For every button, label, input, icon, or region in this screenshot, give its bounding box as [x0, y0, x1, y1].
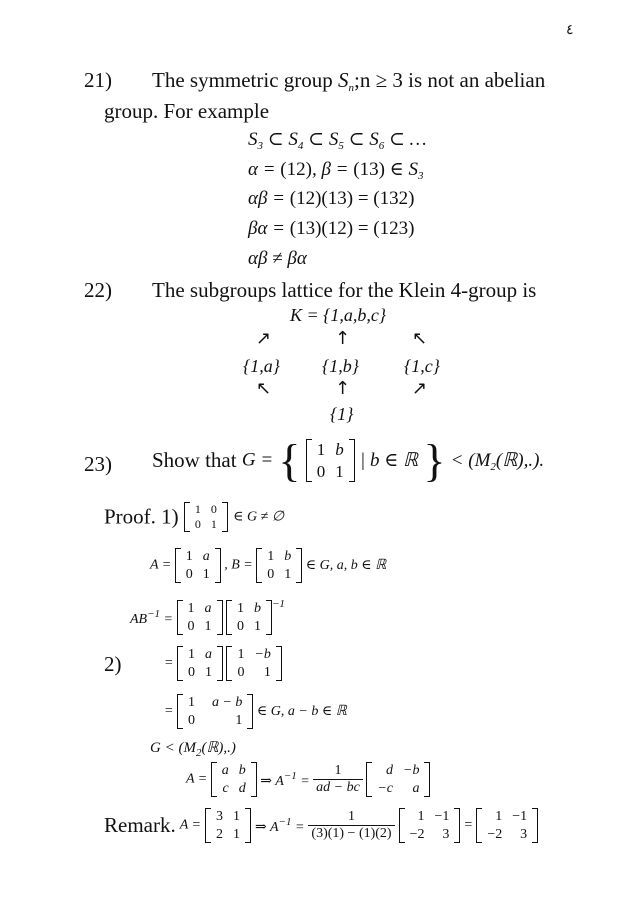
equation-step2-product: = 1 a 0 1 1 −b 0 1 — [164, 646, 282, 681]
item-22-number: 22) — [84, 278, 112, 302]
equation-AB-inverse: $AB^{-1}$ = 1 a 0 1 1 b 0 1 $^{-1}$ — [130, 598, 285, 634]
arrow-ne-icon: ↗ — [412, 378, 428, 399]
equation-step2-result: = 1 a − b 0 1 ∈ G, a − b ∈ ℝ — [164, 695, 347, 728]
remark-label: Remark. — [104, 813, 176, 837]
equation-ab: αβ = (12)(13) = (132) — [248, 188, 415, 209]
arrow-up-icon: ↑ — [335, 328, 351, 349]
equation-inverse-formula: A = a b c d ⇒ $A^{-1}$ = $\frac{1}{ad - bc}$ d −b −c a — [186, 762, 430, 797]
proof-step-2: 2) — [104, 652, 122, 676]
item-21-text-cont: group. For example — [104, 99, 270, 123]
arrow-nw-icon: ↖ — [256, 378, 272, 399]
item-23-number: 23) — [84, 452, 112, 476]
item-21-text-a: The symmetric group — [152, 68, 333, 92]
arrow-up-icon: ↑ — [335, 378, 351, 399]
matrices-A-B: A = 1 a 0 1 , B = 1 b 0 1 ∈ G, a, b ∈ ℝ — [150, 549, 387, 582]
lattice-bottom: {1} — [330, 404, 354, 424]
item-21-text: The symmetric group $S_n;n \ge 3$ is not an abelian — [152, 68, 546, 94]
equation-alpha-beta: α = (12), β = (13) ∈ $S_3$ — [248, 159, 424, 182]
equation-subgroup: $G < (M_2(ℝ),.)$ — [150, 740, 236, 759]
page-number: ٤ — [566, 23, 574, 38]
lattice-top: K = {1,a,b,c} — [290, 305, 387, 325]
equation-ba: βα = (13)(12) = (123) — [248, 218, 415, 239]
lattice-node-a: {1,a} — [243, 356, 280, 376]
item-21-text-b: is not an abelian — [408, 68, 546, 92]
item-23-text: Show that G = { 1 b 0 1 | b ∈ ℝ } < $(M_2(ℝ),.)$. — [152, 435, 545, 486]
item-21-cond: ;n ≥ 3 — [354, 68, 403, 92]
arrow-nw-icon: ↖ — [412, 328, 428, 349]
lattice-node-b: {1,b} — [322, 356, 359, 376]
proof-label: Proof. 1) 1 0 0 1 ∈ G ≠ ∅ — [104, 502, 285, 531]
item-23-label: Show that — [152, 448, 237, 472]
equation-chain: $S_3$ ⊂ $S_4$ ⊂ $S_5$ ⊂ $S_6$ ⊂ … — [248, 129, 427, 152]
remark: Remark. A = 3 1 2 1 ⇒ $A^{-1}$ = $\frac{1}{(3)(1) - (1)(2)}$ 1 −1 −2 3 = 1 −1 −2 3 — [104, 808, 538, 843]
item-21-number: 21) — [84, 68, 112, 92]
proof-step-1: Proof. 1) — [104, 504, 179, 529]
item-22-text: The subgroups lattice for the Klein 4-group is — [152, 278, 537, 302]
equation-neq: αβ ≠ βα — [248, 248, 307, 269]
arrow-ne-icon: ↗ — [256, 328, 272, 349]
lattice-node-c: {1,c} — [404, 356, 440, 376]
